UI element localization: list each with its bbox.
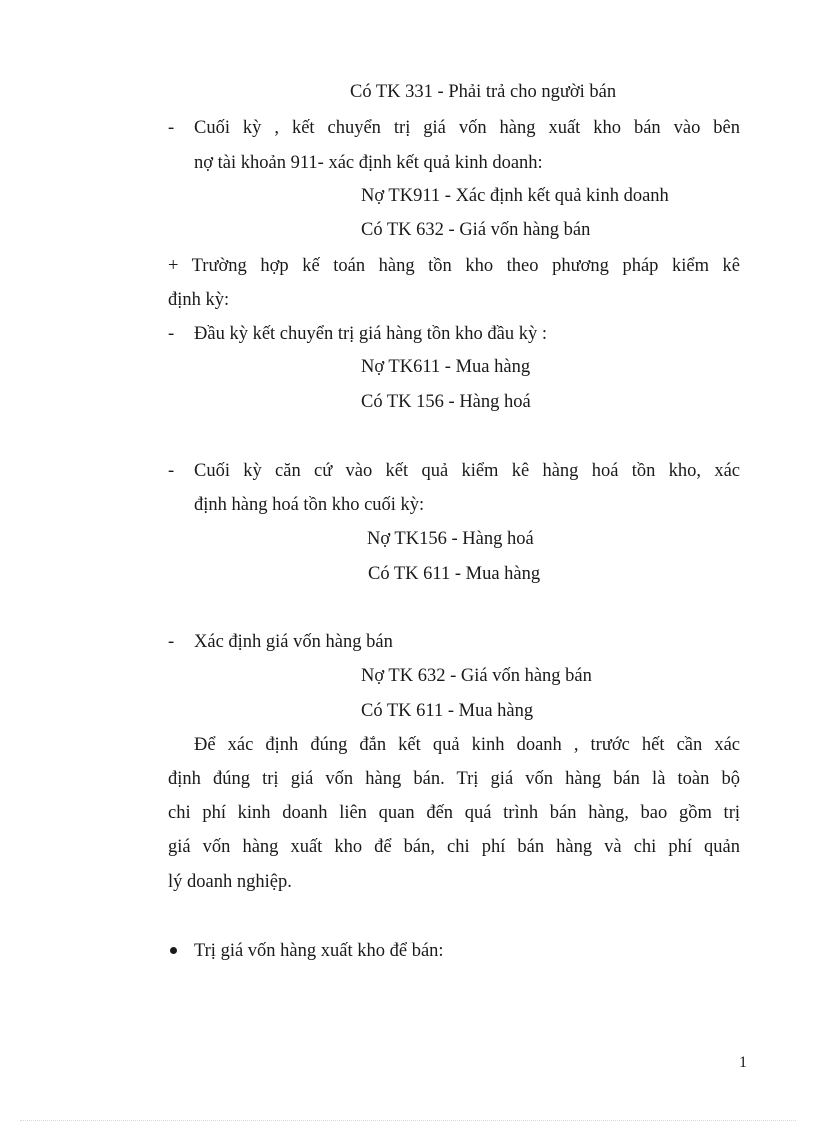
list-item-opening-inventory: Đầu kỳ kết chuyển trị giá hàng tồn kho đầu kỳ : xyxy=(194,324,547,344)
page-number: 1 xyxy=(739,1054,747,1071)
list-dash: - xyxy=(168,324,175,344)
bullet-icon xyxy=(170,947,177,954)
list-item-determine-cogs: Xác định giá vốn hàng bán xyxy=(194,632,393,652)
list-dash: - xyxy=(168,118,175,138)
bullet-item-cost-of-goods-exported: Trị giá vốn hàng xuất kho để bán: xyxy=(194,941,444,961)
entry-credit-156: Có TK 156 - Hàng hoá xyxy=(361,392,531,412)
entry-debit-156: Nợ TK156 - Hàng hoá xyxy=(367,529,534,549)
entry-debit-632: Nợ TK 632 - Giá vốn hàng bán xyxy=(361,666,592,686)
list-dash: - xyxy=(168,461,175,481)
periodic-inventory-heading: + Trường hợp kế toán hàng tồn kho theo phương pháp kiểm kê xyxy=(168,256,740,276)
entry-debit-611: Nợ TK611 - Mua hàng xyxy=(361,357,531,377)
periodic-inventory-heading-cont: định kỳ: xyxy=(168,290,230,310)
page-bottom-divider xyxy=(20,1120,796,1121)
paragraph-line: lý doanh nghiệp. xyxy=(168,872,292,892)
list-item-transfer-cost-text-cont: nợ tài khoản 911- xác định kết quả kinh doanh: xyxy=(194,153,543,173)
paragraph-line: định đúng trị giá vốn hàng bán. Trị giá vốn hàng bán là toàn bộ xyxy=(168,769,740,789)
list-item-transfer-cost-text: Cuối kỳ , kết chuyển trị giá vốn hàng xuất kho bán vào bên xyxy=(194,118,740,138)
entry-credit-611-b: Có TK 611 - Mua hàng xyxy=(361,701,534,721)
paragraph-line: chi phí kinh doanh liên quan đến quá trình bán hàng, bao gồm trị xyxy=(168,803,740,823)
entry-debit-911: Nợ TK911 - Xác định kết quả kinh doanh xyxy=(361,186,669,206)
paragraph-line: giá vốn hàng xuất kho để bán, chi phí bán hàng và chi phí quản xyxy=(168,837,740,857)
list-item-closing-inventory: Cuối kỳ căn cứ vào kết quả kiểm kê hàng hoá tồn kho, xác xyxy=(194,461,740,481)
paragraph-line: Để xác định đúng đắn kết quả kinh doanh , trước hết cần xác xyxy=(194,735,740,755)
list-dash: - xyxy=(168,632,175,652)
entry-credit-331: Có TK 331 - Phải trả cho người bán xyxy=(350,82,617,102)
entry-credit-632: Có TK 632 - Giá vốn hàng bán xyxy=(361,220,591,240)
list-item-closing-inventory-cont: định hàng hoá tồn kho cuối kỳ: xyxy=(194,495,425,515)
entry-credit-611: Có TK 611 - Mua hàng xyxy=(368,564,541,584)
